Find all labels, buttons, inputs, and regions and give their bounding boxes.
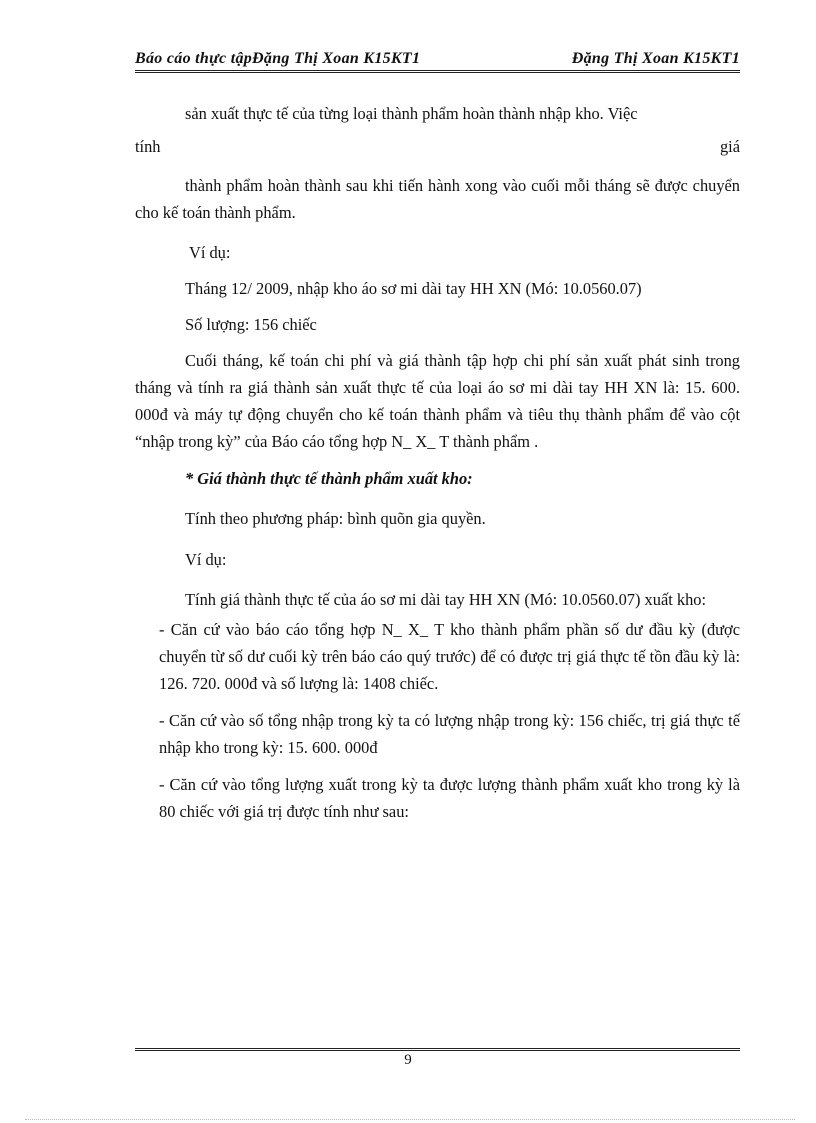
paragraph-2: thành phẩm hoàn thành sau khi tiến hành xong vào cuối mỗi tháng sẽ được chuyển cho kế toán thành phẩm.	[135, 176, 740, 222]
section-heading: * Giá thành thực tế thành phẩm xuất kho:	[185, 469, 473, 488]
header-rule	[135, 70, 740, 73]
page-header	[135, 48, 740, 72]
quantity-line: Số lượng: 156 chiếc	[185, 315, 317, 334]
bullet-3: - Căn cứ vào tổng lượng xuất trong kỳ ta được lượng thành phẩm xuất kho trong kỳ là 80 chiếc với giá trị được tính như sau:	[159, 775, 740, 821]
page-number: 9	[404, 1052, 412, 1068]
bullet-1: - Căn cứ vào báo cáo tổng hợp N_ X_ T kho thành phẩm phần số dư đầu kỳ (được chuyển từ số dư cuối kỳ trên báo cáo quý trước) để có được trị giá thực tế tồn đầu kỳ là: 126. 720. 000đ và số lượng là: 1408 chiếc.	[159, 620, 740, 693]
document-body	[135, 100, 740, 825]
paragraph-1-line-1: sản xuất thực tế của từng loại thành phẩm hoàn thành nhập kho. Việc	[185, 104, 638, 123]
header-left-text: Báo cáo thực tậpĐặng Thị Xoan K15KT1	[135, 50, 421, 67]
footer-rule	[135, 1048, 740, 1051]
page-bottom-dotted-line	[25, 1119, 795, 1120]
method-line: Tính theo phương pháp: bình quõn gia quyền.	[185, 509, 486, 528]
word-gia: giá	[719, 137, 740, 156]
paragraph-1-line-2	[135, 133, 740, 160]
example-label-2: Ví dụ:	[185, 550, 227, 569]
word-tinh: tính	[135, 137, 161, 156]
paragraph-3: Cuối tháng, kế toán chi phí và giá thành tập hợp chi phí sản xuất phát sinh trong tháng và tính ra giá thành sản xuất thực tế của loại áo sơ mi dài tay HH XN là: 15. 600. 000đ và máy tự động chuyển cho kế toán thành phẩm và tiêu thụ thành phẩm để vào cột “nhập trong kỳ” của Báo cáo tổng hợp N_ X_ T thành phẩm .	[135, 351, 740, 451]
header-right-text: Đặng Thị Xoan K15KT1	[571, 50, 740, 67]
example-label-1: Ví dụ:	[189, 243, 231, 262]
bullet-2: - Căn cứ vào số tổng nhập trong kỳ ta có lượng nhập trong kỳ: 156 chiếc, trị giá thực tế nhập kho trong kỳ: 15. 600. 000đ	[159, 711, 740, 757]
paragraph-4: Tính giá thành thực tế của áo sơ mi dài tay HH XN (Mó: 10.0560.07) xuất kho:	[185, 590, 707, 609]
month-line: Tháng 12/ 2009, nhập kho áo sơ mi dài tay HH XN (Mó: 10.0560.07)	[185, 279, 642, 298]
